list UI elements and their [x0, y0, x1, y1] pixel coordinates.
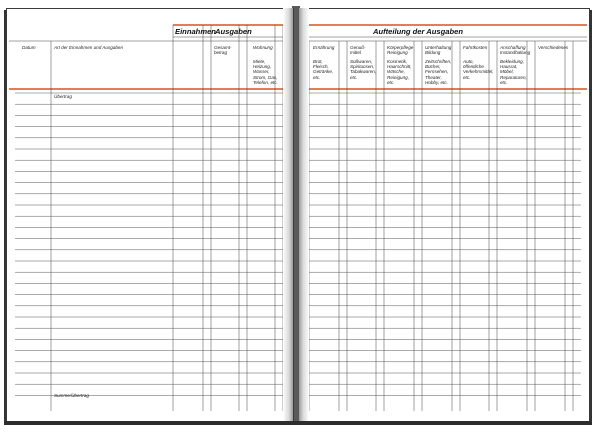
sum-carry-over-label: Summe/Übertrag [54, 393, 89, 398]
purchase-examples: Bekleidung, Hausrat, Möbel, Reparaturen, etc. [500, 59, 527, 85]
misc-column-header: Verschiedenes [538, 45, 569, 50]
housing-examples: Miete, Heizung, Wasser, Strom, Gas, Telefon, etc. [253, 59, 278, 85]
book-bottom-edge [4, 421, 592, 425]
bodycare-column-header: Körperpflege Reinigung [387, 45, 414, 56]
travel-column-header: Fahrtkosten [463, 45, 488, 50]
food-examples: Brot, Fleisch, Getränke, etc. [313, 59, 334, 80]
luxury-column-header: Genuß- mittel [350, 45, 366, 56]
type-column-header: Art der Einnahmen und Ausgaben [54, 45, 124, 50]
purchase-column-header: Anschaffung Instandhaltung [500, 45, 531, 56]
date-column-header: Datum [22, 45, 36, 50]
carry-over-label: Übertrag [54, 94, 72, 99]
travel-examples: Auto, öffentliche Verkehrsmittel, etc. [463, 59, 494, 80]
total-column-header: Gesamt- betrag [214, 45, 232, 56]
left-page-curl [283, 8, 293, 423]
food-column-header: Ernährung [313, 45, 335, 50]
left-ledger-grid [7, 9, 293, 422]
housing-column-header: Wohnung [253, 45, 273, 50]
income-header: Einnahmen [175, 27, 216, 36]
bodycare-examples: Kosmetik, Haarschnitt, Wäsche, Reinigung, etc. [387, 59, 412, 85]
entertainment-examples: Zeitschriften, Bücher, Fernsehen, Theater, Hobby, etc. [425, 59, 452, 85]
entertainment-column-header: Unterhaltung Bildung [425, 45, 452, 56]
right-page-curl [299, 8, 309, 423]
luxury-examples: Süßwaren, Spirituosen, Tabakwaren, etc. [350, 59, 377, 80]
expense-breakdown-title: Aufteilung der Ausgaben [373, 27, 464, 36]
right-page [300, 8, 590, 423]
left-page [6, 8, 294, 423]
expenses-header: Ausgaben [215, 27, 252, 36]
